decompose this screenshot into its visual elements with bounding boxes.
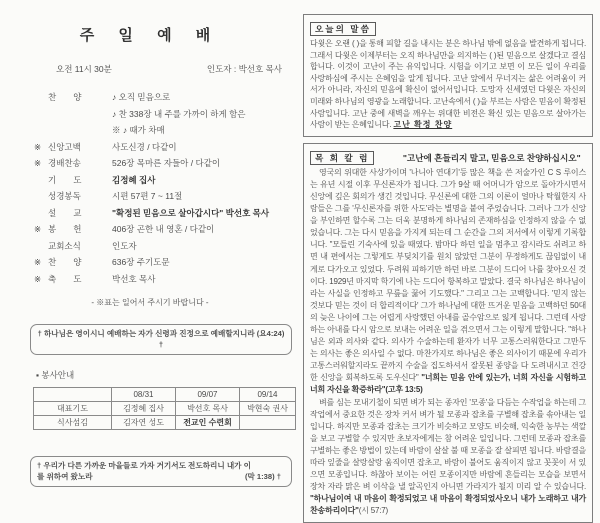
order-label: 찬 양: [48, 92, 82, 102]
order-row: [34, 223, 300, 240]
todays-word-box: [303, 14, 593, 137]
todays-word-keywords: 고난 확정 찬양: [393, 120, 453, 130]
stand-mark: ※: [34, 158, 42, 168]
order-row: [34, 256, 300, 273]
paragraph-text: 영국의 위대한 사상가이며 '나니아 연대기'등 많은 책을 쓴 저술가인 C S 루이스는 유년 시절 이후 무신론자가 됩니다. 그가 9살 때 어머니가 암으로 돌아가시면서 신앙에 깊은 회의가 생긴 것입니다. 무신론에 대한 그의 이론이 얼마나 탁월한지 사람들은 그를 '무신론자를 위한 사도'라는 별명을 붙여 주었습니다. 그러나 그가 신앙을 부인하면 할수록 그는 더욱 분명하게 하나님의 존재하심을 인정하지 않을 수 없었습니다. 그는 다시 믿음을 가지게 되는데 그 순간을 그의 저서에서 이렇게 기록합니다. "모들린 기숙사에 있을 때였다. 밤마다 하던 일을 멈추고 잠시라도 쉬려고 하면 내 편에서는 그렇게도 부딪치기를 원치 않았던 그분이 무정하게도 끊임없이 내게로 다가오고 있었다. 두려워 피하기만 하던 바로 그분이 드디어 나를 찾아오신 것이다. 1929년 마지막 학기에 나는 드디어 항복하고 말았다. 결국 하나님은 하나님이라는 사실을 인정하고 무릎을 꿇어 기도했다." 그리고 그는 고백합니다. '믿지 않는 것보다 믿는 것이 더 합리적이다' 그가 하나님에 대한 뜨거운 믿음을 고백하던 50대의 늦은 나이에 그는 어렵게 사랑했던 아내를 골수암으로 잃게 됩니다. 그런데 사랑하는 아내를 다시 암으로 보내는 어려운 일을 겪으면서 그는 이렇게 말합니다. "하나님은 외과 의사와 같다. 의사가 수술하는데 환자가 너무 고통스러워한다고 그만두는 의사는 좋은 의사일 수 없다. 마찬가지로 하나님은 좋은 의사이기 때문에 우리가 고통스러워할지라도 끝까지 수술을 집도하셔서 잘못된 종양을 다 도려내시고 건강한 신앙을 회복하도록 도우신다": [310, 167, 586, 383]
order-value: 인도자: [112, 240, 137, 251]
order-label: 교회소식: [48, 240, 81, 251]
bible-verse: "너희는 믿음 안에 있는가, 너희 자신을 시험하고 너희 자신을 확증하라": [310, 373, 586, 395]
order-value: 526장 목마른 자들아 / 다같이: [112, 158, 221, 168]
order-row: [34, 141, 300, 158]
sermon-title: "확정된 믿음으로 살아갑시다" 박선호 목사: [112, 207, 270, 218]
order-row: [34, 91, 300, 108]
header-cell-empty: [34, 388, 112, 402]
order-row: [34, 157, 300, 174]
stand-mark: ※: [34, 224, 42, 234]
order-row: [34, 174, 300, 191]
verse-reference: (막 1:38) †: [244, 471, 281, 481]
worship-time: 오전 11시 30분: [56, 64, 112, 74]
pastoral-column-paragraph-1: [310, 167, 586, 397]
todays-word-body: 다윗은 오랜 ( )을 통해 피할 길을 내시는 분은 하나님 밖에 없음을 발견하게 됩니다. 그래서 다윗은 이제부터는 오직 하나님만을 의지하는 ( )된 믿음으로 살겠다고 결심합니다. 이것이 고난이 주는 유익입니다. 시험을 이기고 보면 이 모든 일이 우리를 사랑하심에 주시는 은혜임을 알게 됩니다. 고난 앞에서 무너지는 삶은 어려움이 커서가 아니라, 자신의 믿음에 확신이 없어서입니다. 도망자 신세였던 다윗은 자신의 미래와 하나님의 영광을 노래합니다. 고난속에서 ( )을 부르는 사람은 믿음이 확정된 사람입니다. 고난 중에 새벽을 깨우는 위대한 비전은 확신 있는 믿음으로 살아가는 사람이 받는 은혜입니다.: [310, 39, 586, 130]
order-value: ※ ♪ 때가 차매: [112, 125, 165, 135]
bible-reference: (고후 13:5): [385, 385, 423, 395]
verse-box-john-4-24: † 하나님은 영이시니 예배하는 자가 신령과 진정으로 예배할지니라 (요4:24) †: [30, 324, 292, 355]
order-row: [34, 108, 300, 125]
pastoral-column-paragraph-2: [310, 397, 586, 518]
order-value: ♪ 오직 믿음으로: [112, 92, 171, 102]
worship-meta: [56, 63, 282, 75]
page-worship-order: [0, 0, 300, 481]
paragraph-text: 벼를 심는 모내기철이 되면 벼가 되는 종자인 '모종'을 다듬는 수작업을 하는데 그 작업에서 중요한 것은 장차 커서 벼가 될 모종과 잡초를 구별해 잡초를 솎아내는 일입니다. 하지만 모종과 잡초는 크기가 비슷하고 모양도 비슷해, 익숙한 농부는 색깔을 보고 구별할 수 있지만 초보자에게는 참 어려운 일입니다. 그런데 모종과 잡초를 구별하는 좋은 방법이 있는데 바람이 살살 불 때 모종을 잘 살피면 됩니다. 바람결을 따라 잎줄을 살랑살랑 움직이면 잡초고, 바람이 불어도 움직이지 않고 꼿꼿이 서 있으면 모종입니다. 하찮아 보이는 어린 모종이지만 바람에 흔들리는 모습을 보면서 장차 자라 맑은 벼 이삭을 낼 알곡인지 아니면 가라지가 될지 미리 알 수 있습니다.: [310, 397, 586, 492]
duty-name-cell: 식사섬김: [34, 416, 112, 430]
duty-cell: [240, 416, 296, 430]
stand-instruction: - ※표는 일어서 주시기 바랍니다 -: [91, 298, 209, 307]
table-row: [34, 402, 296, 416]
service-duty-table: [33, 387, 296, 430]
order-row: [34, 207, 300, 224]
order-value: ♪ 찬 338장 내 주를 가까이 하게 함은: [112, 108, 246, 119]
duty-cell: 박현숙 권사: [240, 402, 296, 416]
order-row: [34, 124, 300, 141]
header-cell-date: 09/14: [240, 388, 296, 402]
order-value: 636장 주기도문: [112, 257, 170, 267]
todays-word-label: 오늘의 말씀: [310, 22, 376, 36]
duty-cell: 김정혜 집사: [112, 402, 176, 416]
order-value: 406장 곤한 내 영혼 / 다같이: [112, 224, 215, 234]
order-row: [34, 273, 300, 290]
order-label: 기 도: [48, 174, 82, 185]
order-label: 경배찬송: [48, 158, 81, 168]
duty-cell: 김자연 성도: [112, 416, 176, 430]
order-label: 축 도: [48, 273, 82, 284]
stand-mark: ※: [34, 141, 42, 152]
page-title: 주 일 예 배: [79, 27, 221, 44]
worship-order-list: [34, 91, 300, 289]
bible-reference: (시 57:7): [358, 506, 389, 516]
pastoral-column-title: "고난에 흔들리지 말고, 믿음으로 찬양하십시오": [402, 152, 581, 163]
pastoral-column-header: [310, 148, 586, 167]
worship-leader: 인도자 : 박선호 목사: [206, 64, 282, 74]
order-label: 신앙고백: [48, 141, 81, 152]
order-label: 봉 헌: [48, 224, 82, 234]
service-guide-heading: ▪ 봉사안내: [36, 370, 75, 380]
order-row: [34, 240, 300, 257]
stand-mark: ※: [34, 257, 42, 267]
duty-name-cell: 대표기도: [34, 402, 112, 416]
header-cell-date: 09/07: [176, 388, 240, 402]
header-cell-date: 08/31: [112, 388, 176, 402]
page-articles: [303, 0, 597, 516]
verse-text: † 우리가 다른 가까운 마을들로 가자 거기서도 전도하리니 내가 이를 위하여 왔노라: [37, 461, 251, 481]
verse-box-mark-1-38: [30, 456, 292, 487]
order-label: 성경봉독: [48, 191, 81, 201]
table-row: [34, 416, 296, 430]
pastoral-column-label: 목 회 칼 럼: [310, 151, 374, 165]
duty-cell: 박선호 목사: [176, 402, 240, 416]
order-value: 사도신경 / 다같이: [112, 141, 177, 152]
pastoral-column-box: [303, 143, 593, 523]
todays-word-text: [310, 38, 586, 131]
order-value: 시편 57편 7 ~ 11절: [112, 191, 183, 201]
order-value: 김정혜 집사: [112, 174, 156, 185]
stand-mark: ※: [34, 273, 42, 284]
order-value: 박선호 목사: [112, 273, 156, 284]
bible-verse: "하나님이여 내 마음이 확정되었고 내 마음이 확정되었사오니 내가 노래하고 내가 찬송하리이다": [310, 494, 586, 516]
order-label: 찬 양: [48, 257, 82, 267]
table-header-row: [34, 388, 296, 402]
order-label: 설 교: [48, 207, 82, 218]
duty-cell: 전교인 수련회: [176, 416, 240, 430]
order-row: [34, 190, 300, 207]
